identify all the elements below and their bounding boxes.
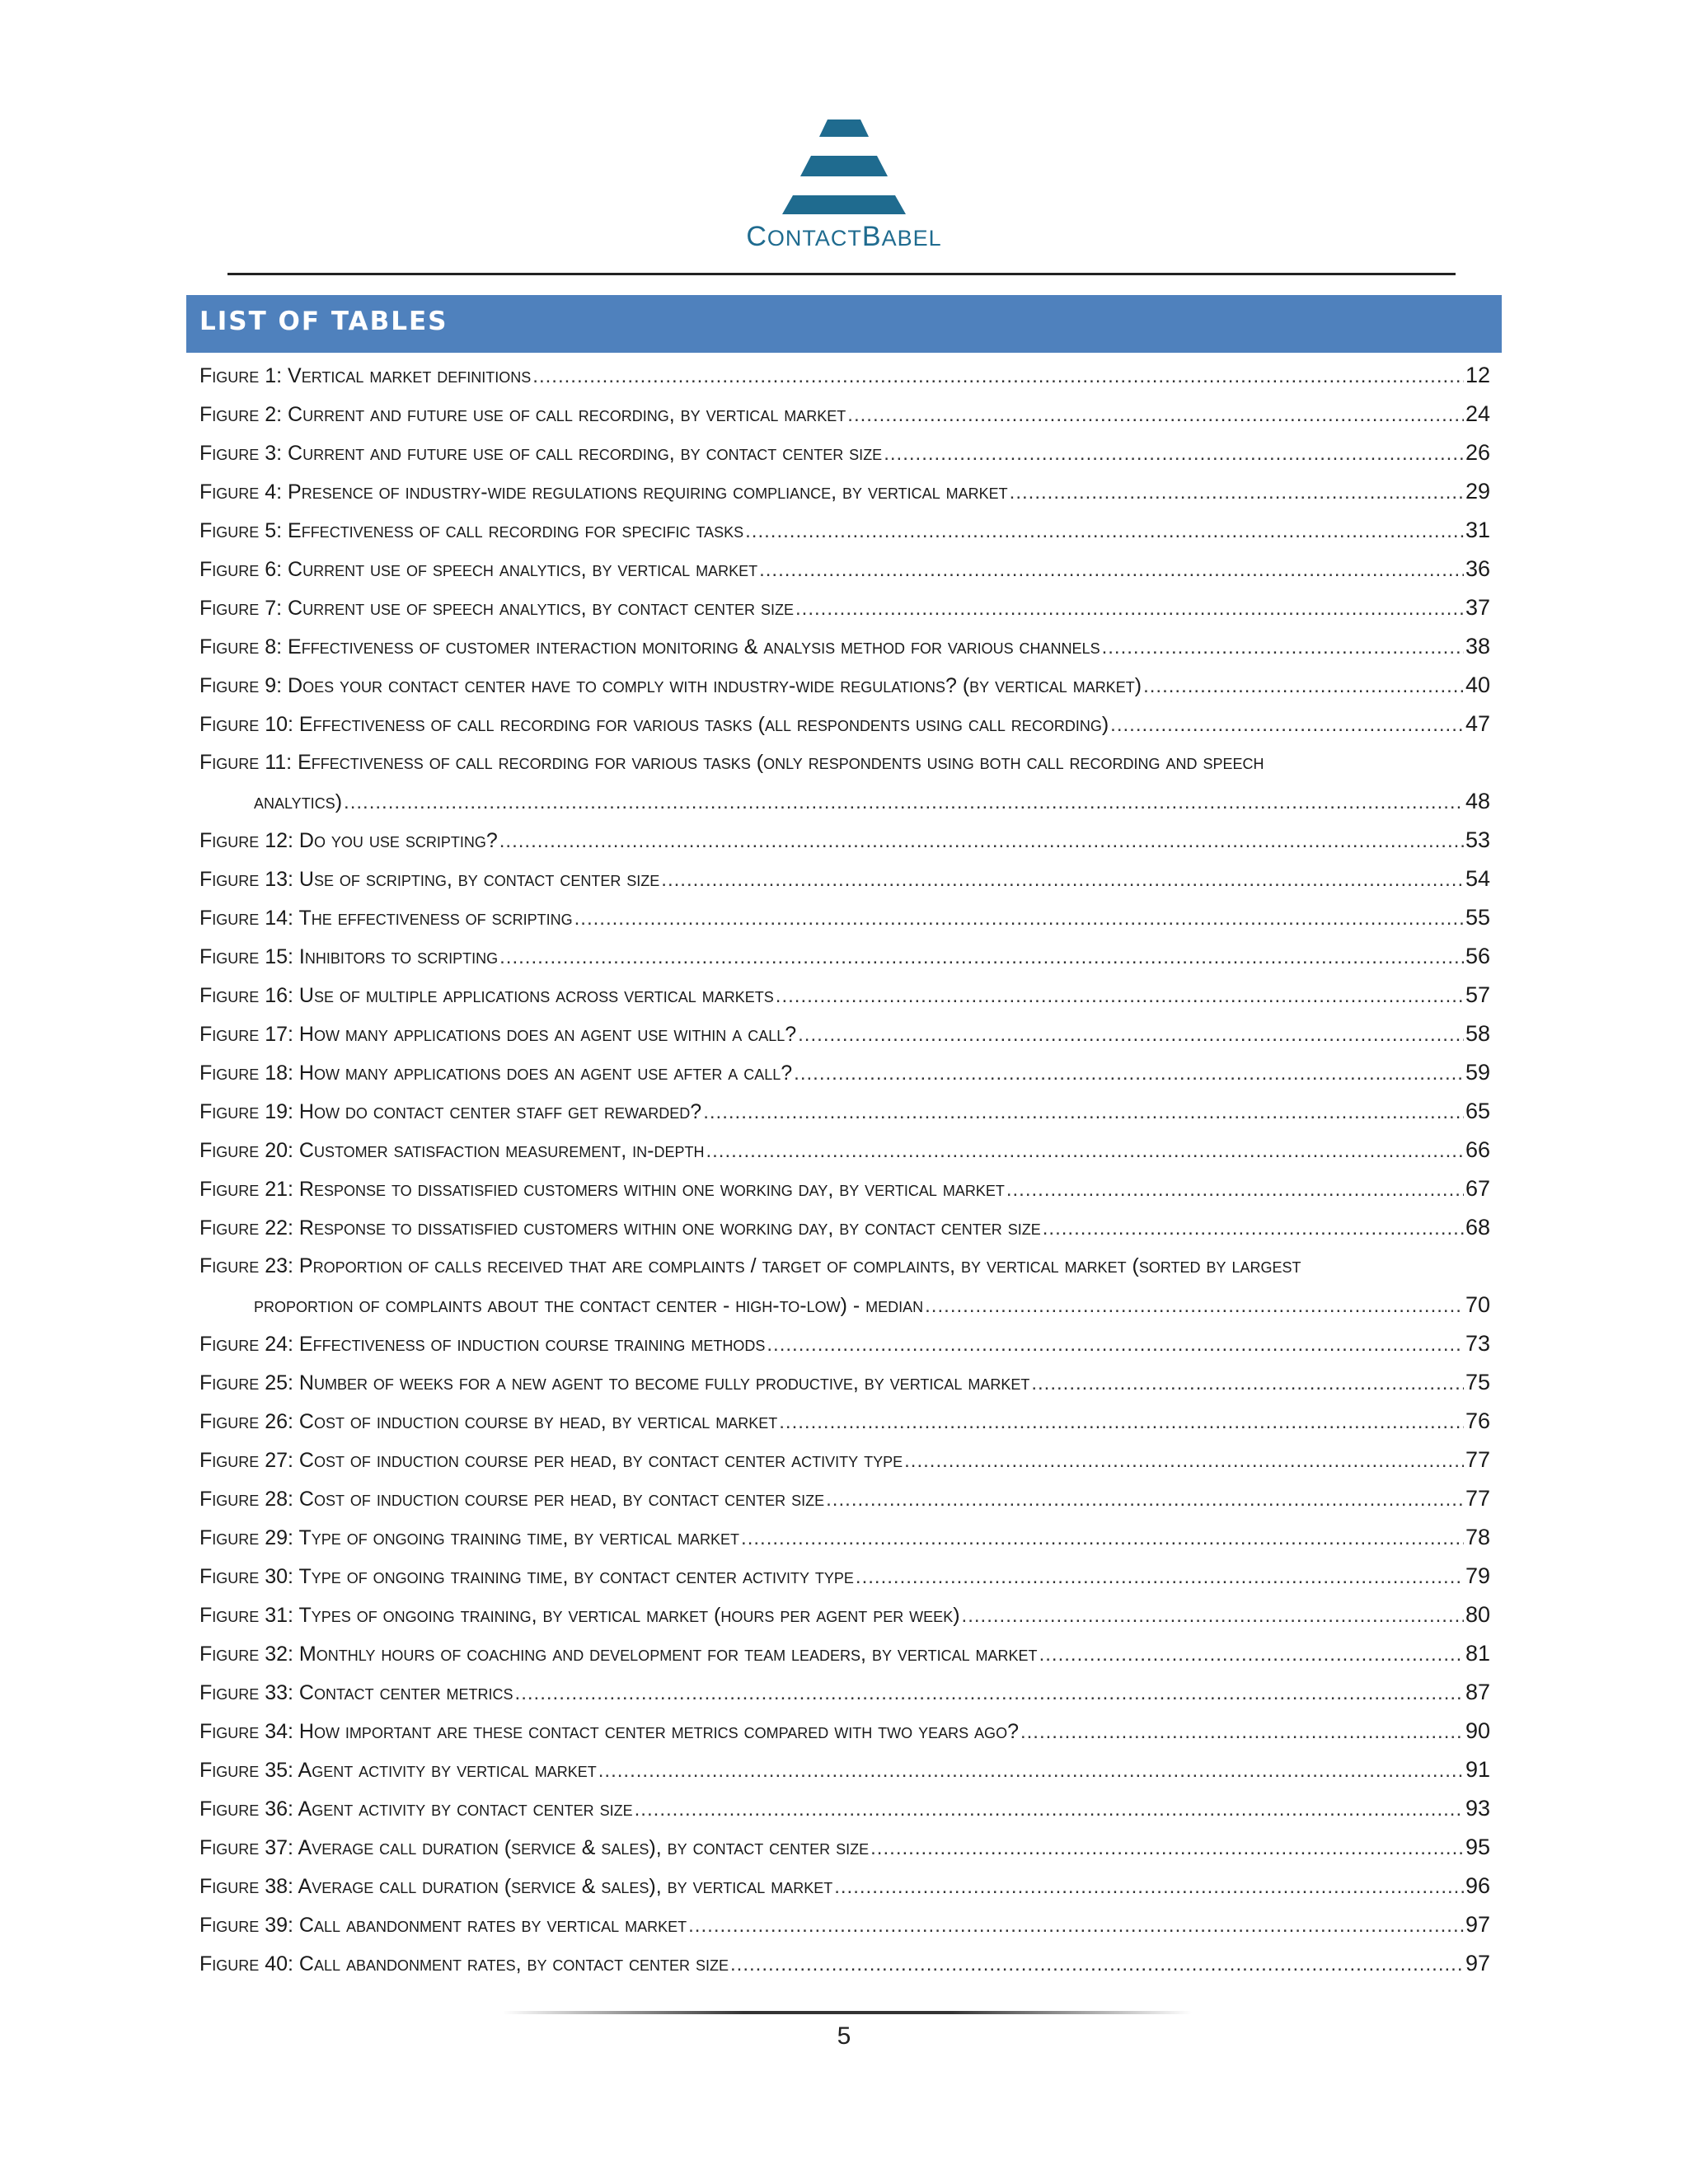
- toc-entry-label: Figure 38: Average call duration (service & sales), by vertical market: [199, 1875, 833, 1898]
- toc-entry-label: Figure 19: How do contact center staff get rewarded?: [199, 1100, 702, 1123]
- toc-entry-label: Figure 32: Monthly hours of coaching and development for team leaders, by vertical market: [199, 1643, 1038, 1666]
- pyramid-logo-icon: [742, 115, 946, 214]
- toc-entry[interactable]: [199, 860, 1490, 898]
- dot-leader: [1006, 1170, 1464, 1209]
- dot-leader: [1010, 473, 1464, 512]
- toc-entry[interactable]: [199, 1402, 1490, 1441]
- toc-entry-page: 97: [1465, 1912, 1490, 1937]
- dot-leader: [1043, 1209, 1464, 1248]
- dot-leader: [344, 783, 1464, 822]
- toc-entry-label: Figure 17: How many applications does an agent use within a call?: [199, 1023, 797, 1046]
- toc-entry-page: 53: [1465, 827, 1490, 852]
- toc-entry[interactable]: [199, 1905, 1490, 1944]
- dot-leader: [499, 938, 1464, 977]
- dot-leader: [574, 899, 1464, 938]
- toc-entry[interactable]: [199, 937, 1490, 976]
- toc-entry[interactable]: [199, 472, 1490, 511]
- dot-leader: [904, 1441, 1464, 1480]
- toc-entry-page: 96: [1465, 1873, 1490, 1898]
- toc-entry-label: Figure 15: Inhibitors to scripting: [199, 945, 499, 968]
- dot-leader: [1102, 628, 1464, 667]
- toc-entry-page: 81: [1465, 1641, 1490, 1666]
- toc-entry-page: 73: [1465, 1331, 1490, 1356]
- toc-entry-page: 26: [1465, 440, 1490, 465]
- toc-entry-label: Figure 7: Current use of speech analytics, by contact center size: [199, 597, 794, 620]
- toc-entry-label: Figure 2: Current and future use of call recording, by vertical market: [199, 403, 846, 426]
- toc-entry-page: 54: [1465, 866, 1490, 891]
- toc-entry-label: Figure 12: Do you use scripting?: [199, 829, 498, 852]
- toc-entry-page: 48: [1465, 789, 1490, 813]
- toc-entry[interactable]: [199, 1363, 1490, 1402]
- toc-entry-page: 67: [1465, 1176, 1490, 1201]
- toc-entry-page: 59: [1465, 1060, 1490, 1085]
- toc-entry[interactable]: [199, 1131, 1490, 1169]
- toc-entry-label: Figure 3: Current and future use of call recording, by contact center size: [199, 442, 883, 465]
- contactbabel-logo: [742, 115, 946, 255]
- toc-entry-page: 37: [1465, 595, 1490, 620]
- toc-entry-label: Figure 10: Effectiveness of call recording for various tasks (all respondents using call recording): [199, 713, 1109, 736]
- dot-leader: [925, 1286, 1464, 1325]
- toc-entry-label: Figure 36: Agent activity by contact center size: [199, 1797, 633, 1821]
- toc-entry-label: Figure 22: Response to dissatisfied customers within one working day, by contact center size: [199, 1216, 1041, 1240]
- dot-leader: [661, 860, 1464, 899]
- logo-wordmark: [742, 221, 946, 253]
- dot-leader: [795, 589, 1464, 628]
- dot-leader: [884, 434, 1464, 473]
- toc-entry-label: Figure 4: Presence of industry-wide regulations requiring compliance, by vertical market: [199, 480, 1008, 504]
- toc-entry-label: Figure 25: Number of weeks for a new agent to become fully productive, by vertical market: [199, 1371, 1030, 1394]
- toc-entry[interactable]: [199, 705, 1490, 743]
- dot-leader: [688, 1906, 1464, 1945]
- toc-entry-label: Figure 18: How many applications does an agent use after a call?: [199, 1062, 793, 1085]
- toc-entry-page: 58: [1465, 1021, 1490, 1046]
- toc-entry-page: 76: [1465, 1408, 1490, 1433]
- toc-entry-label: Figure 35: Agent activity by vertical market: [199, 1759, 597, 1782]
- toc-entry-label-continued: analytics): [254, 790, 343, 813]
- logo-wordmark-ontact: ONTACT: [767, 226, 862, 251]
- toc-entry[interactable]: [199, 1944, 1490, 1983]
- toc-entry-page: 77: [1465, 1486, 1490, 1511]
- toc-entry-label: Figure 27: Cost of induction course per head, by contact center activity type: [199, 1449, 903, 1472]
- dot-leader: [962, 1596, 1464, 1635]
- toc-entry-page: 47: [1465, 711, 1490, 736]
- toc-entry[interactable]: [199, 1053, 1490, 1092]
- toc-entry[interactable]: [199, 1828, 1490, 1867]
- toc-entry-label: Figure 24: Effectiveness of induction course training methods: [199, 1333, 766, 1356]
- toc-entry[interactable]: [199, 395, 1490, 434]
- dot-leader: [706, 1132, 1463, 1170]
- toc-entry-page: 93: [1465, 1796, 1490, 1821]
- toc-entry-page: 12: [1465, 363, 1490, 387]
- toc-entry[interactable]: [199, 1673, 1490, 1712]
- toc-entry-page: 56: [1465, 944, 1490, 968]
- toc-entry-page: 97: [1465, 1951, 1490, 1975]
- toc-entry-label: Figure 9: Does your contact center have to comply with industry-wide regulations? (by vertical market): [199, 674, 1142, 697]
- toc-entry-label: Figure 29: Type of ongoing training time, by vertical market: [199, 1526, 740, 1549]
- dot-leader: [834, 1868, 1464, 1906]
- dot-leader: [776, 977, 1464, 1015]
- toc-entry[interactable]: [199, 1596, 1490, 1634]
- toc-entry[interactable]: [199, 976, 1490, 1015]
- toc-entry[interactable]: [199, 434, 1490, 472]
- toc-entry-label: Figure 16: Use of multiple applications across vertical markets: [199, 984, 774, 1007]
- toc-entry[interactable]: [199, 588, 1490, 627]
- toc-entry[interactable]: [199, 356, 1490, 395]
- logo-wordmark-b: B: [861, 221, 882, 252]
- toc-entry[interactable]: [199, 898, 1490, 937]
- header-divider: [227, 273, 1456, 275]
- dot-leader: [1110, 705, 1464, 744]
- toc-entry-label: Figure 40: Call abandonment rates, by contact center size: [199, 1952, 729, 1975]
- toc-entry[interactable]: [199, 1789, 1490, 1828]
- toc-entry[interactable]: [199, 1557, 1490, 1596]
- dot-leader: [759, 551, 1464, 589]
- footer-divider: [503, 2011, 1192, 2014]
- toc-entry-page: 75: [1465, 1370, 1490, 1394]
- toc-entry-label: Figure 30: Type of ongoing training time, by contact center activity type: [199, 1565, 854, 1588]
- toc-entry[interactable]: [199, 1092, 1490, 1131]
- toc-entry-label-continued: proportion of complaints about the contact center - high-to-low) - median: [254, 1294, 924, 1317]
- toc-entry-page: 65: [1465, 1099, 1490, 1123]
- toc-entry[interactable]: [199, 1479, 1490, 1518]
- dot-leader: [741, 1519, 1464, 1558]
- toc-entry[interactable]: [199, 1169, 1490, 1208]
- toc-entry-label: Figure 6: Current use of speech analytics, by vertical market: [199, 558, 758, 581]
- toc-entry-label: Figure 20: Customer satisfaction measurement, in-depth: [199, 1139, 705, 1162]
- dot-leader: [1020, 1713, 1464, 1751]
- toc-entry-label: Figure 28: Cost of induction course per head, by contact center size: [199, 1488, 825, 1511]
- dot-leader: [730, 1945, 1464, 1984]
- toc-entry-page: 91: [1465, 1757, 1490, 1782]
- toc-entry[interactable]: [199, 1867, 1490, 1905]
- toc-entry-page: 78: [1465, 1525, 1490, 1549]
- toc-entry-label: Figure 23: Proportion of calls received that are complaints / target of complaints, by vertical market (sorted by largest: [199, 1254, 1301, 1277]
- dot-leader: [1039, 1635, 1464, 1674]
- dot-leader: [745, 512, 1464, 551]
- dot-leader: [856, 1558, 1464, 1596]
- toc-entry-label: Figure 1: Vertical market definitions: [199, 364, 532, 387]
- list-of-tables: [199, 356, 1490, 1983]
- toc-entry-page: 79: [1465, 1563, 1490, 1588]
- toc-entry-page: 24: [1465, 401, 1490, 426]
- dot-leader: [826, 1480, 1464, 1519]
- toc-entry-page: 40: [1465, 673, 1490, 697]
- toc-entry-page: 68: [1465, 1215, 1490, 1240]
- toc-entry[interactable]: [199, 1247, 1490, 1286]
- toc-entry-label: Figure 31: Types of ongoing training, by vertical market (hours per agent per week): [199, 1604, 960, 1627]
- dot-leader: [635, 1790, 1464, 1829]
- toc-entry-page: 95: [1465, 1835, 1490, 1859]
- toc-entry[interactable]: [199, 627, 1490, 666]
- toc-entry[interactable]: [199, 511, 1490, 550]
- toc-entry[interactable]: [199, 1208, 1490, 1247]
- dot-leader: [794, 1054, 1464, 1093]
- page-number: 5: [837, 2022, 851, 2050]
- toc-entry-page: 66: [1465, 1137, 1490, 1162]
- toc-entry-page: 90: [1465, 1718, 1490, 1743]
- toc-entry-page: 80: [1465, 1602, 1490, 1627]
- toc-entry[interactable]: [199, 1518, 1490, 1557]
- dot-leader: [798, 1015, 1464, 1054]
- toc-entry[interactable]: [199, 743, 1490, 782]
- dot-leader: [767, 1325, 1464, 1364]
- section-title: LIST OF TABLES: [199, 307, 448, 336]
- toc-entry[interactable]: [199, 1712, 1490, 1750]
- dot-leader: [515, 1674, 1464, 1713]
- logo-wordmark-c: C: [746, 221, 767, 252]
- toc-entry[interactable]: [199, 1750, 1490, 1789]
- dot-leader: [1031, 1364, 1464, 1403]
- logo-wordmark-abel: ABEL: [881, 226, 942, 251]
- toc-entry[interactable]: [199, 1441, 1490, 1479]
- dot-leader: [870, 1829, 1464, 1868]
- toc-entry-label: Figure 34: How important are these contact center metrics compared with two years ago?: [199, 1720, 1019, 1743]
- dot-leader: [499, 822, 1464, 860]
- toc-entry[interactable]: [199, 666, 1490, 705]
- dot-leader: [532, 357, 1464, 396]
- toc-entry[interactable]: [199, 550, 1490, 588]
- toc-entry-page: 57: [1465, 982, 1490, 1007]
- toc-entry-page: 87: [1465, 1680, 1490, 1704]
- toc-entry-page: 36: [1465, 556, 1490, 581]
- toc-entry-label: Figure 14: The effectiveness of scripting: [199, 907, 573, 930]
- toc-entry[interactable]: [199, 821, 1490, 860]
- toc-entry-page: 38: [1465, 634, 1490, 658]
- dot-leader: [703, 1093, 1464, 1132]
- toc-entry-page: 70: [1465, 1292, 1490, 1317]
- toc-entry-continuation[interactable]: [199, 1286, 1490, 1324]
- toc-entry-label: Figure 13: Use of scripting, by contact center size: [199, 868, 660, 891]
- toc-entry-label: Figure 37: Average call duration (service & sales), by contact center size: [199, 1836, 870, 1859]
- toc-entry-label: Figure 39: Call abandonment rates by vertical market: [199, 1914, 687, 1937]
- toc-entry-label: Figure 33: Contact center metrics: [199, 1681, 513, 1704]
- toc-entry-label: Figure 5: Effectiveness of call recording for specific tasks: [199, 519, 744, 542]
- toc-entry-page: 31: [1465, 518, 1490, 542]
- dot-leader: [1143, 667, 1464, 705]
- toc-entry-label: Figure 11: Effectiveness of call recording for various tasks (only respondents using both call recording and speech: [199, 751, 1264, 774]
- toc-entry-label: Figure 26: Cost of induction course by head, by vertical market: [199, 1410, 778, 1433]
- dot-leader: [779, 1403, 1464, 1441]
- toc-entry-label: Figure 8: Effectiveness of customer interaction monitoring & analysis method for various channels: [199, 635, 1100, 658]
- toc-entry[interactable]: [199, 1324, 1490, 1363]
- toc-entry-continuation[interactable]: [199, 782, 1490, 821]
- toc-entry-page: 29: [1465, 479, 1490, 504]
- toc-entry[interactable]: [199, 1634, 1490, 1673]
- dot-leader: [598, 1751, 1464, 1790]
- toc-entry-label: Figure 21: Response to dissatisfied customers within one working day, by vertical market: [199, 1178, 1005, 1201]
- toc-entry-page: 55: [1465, 905, 1490, 930]
- toc-entry-page: 77: [1465, 1447, 1490, 1472]
- toc-entry[interactable]: [199, 1015, 1490, 1053]
- dot-leader: [847, 396, 1464, 434]
